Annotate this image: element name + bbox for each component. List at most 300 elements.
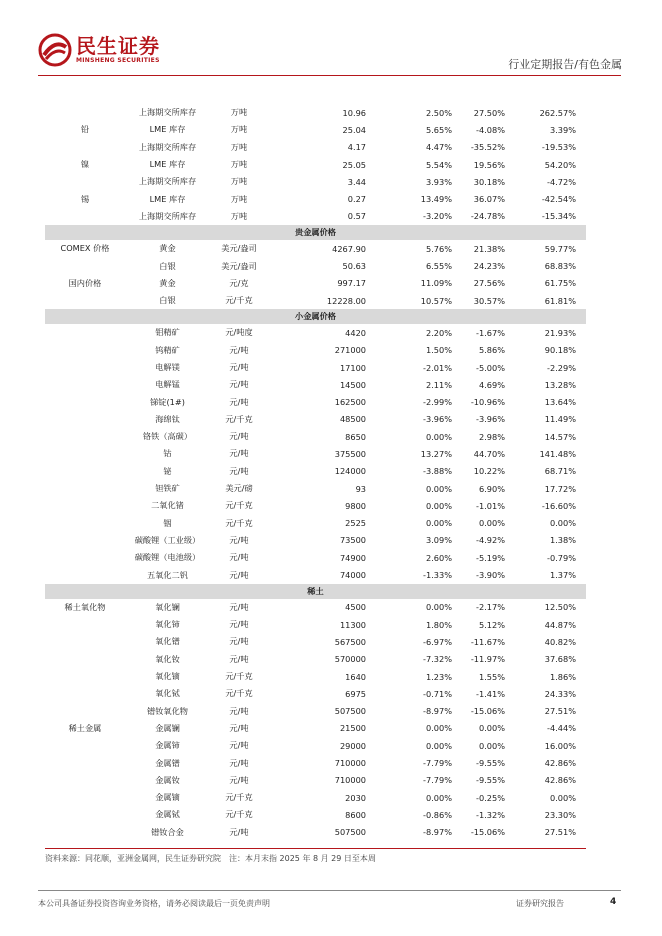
unit-cell: 元/吨 bbox=[229, 344, 249, 355]
yearly-change-cell: 54.20% bbox=[544, 159, 576, 170]
company-logo bbox=[38, 33, 160, 67]
monthly-change-cell: 0.00% bbox=[478, 740, 505, 751]
monthly-change-cell: -1.01% bbox=[476, 500, 505, 511]
yearly-change-cell: 21.93% bbox=[544, 327, 576, 338]
unit-cell: 万吨 bbox=[230, 176, 248, 187]
unit-cell: 元/吨 bbox=[229, 431, 249, 442]
weekly-change-cell: 11.09% bbox=[420, 278, 452, 289]
section-title: 贵金属价格 bbox=[45, 225, 586, 240]
unit-cell: 元/吨 bbox=[229, 826, 249, 837]
monthly-change-cell: -11.97% bbox=[470, 654, 505, 665]
weekly-change-cell: -3.96% bbox=[423, 414, 452, 425]
monthly-change-cell: -1.32% bbox=[476, 809, 505, 820]
logo-name-cn: 民生证券 bbox=[76, 34, 160, 58]
table-row bbox=[45, 685, 586, 702]
category-cell bbox=[45, 754, 125, 771]
weekly-change-cell: 2.20% bbox=[425, 327, 452, 338]
monthly-change-cell: 19.56% bbox=[473, 159, 505, 170]
price-cell: 997.17 bbox=[337, 278, 366, 289]
table-row bbox=[45, 342, 586, 359]
category-cell bbox=[45, 480, 125, 497]
yearly-change-cell: 0.00% bbox=[549, 792, 576, 803]
unit-cell: 万吨 bbox=[230, 107, 248, 118]
footer-label: 证券研究报告 bbox=[516, 899, 564, 908]
price-cell: 0.57 bbox=[347, 211, 366, 222]
yearly-change-cell: 24.33% bbox=[544, 688, 576, 699]
yearly-change-cell: -19.53% bbox=[541, 142, 576, 153]
weekly-change-cell: -8.97% bbox=[423, 706, 452, 717]
weekly-change-cell: 1.80% bbox=[425, 619, 452, 630]
weekly-change-cell: 10.57% bbox=[420, 295, 452, 306]
table-row bbox=[45, 549, 586, 566]
yearly-change-cell: 16.00% bbox=[544, 740, 576, 751]
weekly-change-cell: -7.79% bbox=[423, 775, 452, 786]
yearly-change-cell: 37.68% bbox=[544, 654, 576, 665]
item-cell: 五氧化二钒 bbox=[147, 569, 188, 580]
category-cell bbox=[45, 772, 125, 789]
source-note: 资料来源：同花顺，亚洲金属网，民生证券研究院 注：本月末指 2025 年 8 月 29 日至本周 bbox=[45, 854, 376, 863]
unit-cell: 元/吨 bbox=[229, 465, 249, 476]
item-cell: 金属镧 bbox=[155, 722, 180, 733]
category-cell bbox=[45, 668, 125, 685]
weekly-change-cell: -2.99% bbox=[423, 397, 452, 408]
item-cell: LME 库存 bbox=[149, 193, 186, 204]
unit-cell: 元/吨 bbox=[229, 705, 249, 716]
weekly-change-cell: 0.00% bbox=[425, 431, 452, 442]
weekly-change-cell: -0.71% bbox=[423, 688, 452, 699]
page-number: 4 bbox=[610, 897, 617, 907]
category-cell bbox=[45, 566, 125, 583]
unit-cell: 元/吨 bbox=[229, 636, 249, 647]
monthly-change-cell: 2.98% bbox=[478, 431, 505, 442]
footer-divider bbox=[38, 890, 621, 891]
yearly-change-cell: 1.86% bbox=[549, 671, 576, 682]
category-cell bbox=[45, 463, 125, 480]
price-cell: 17100 bbox=[339, 362, 366, 373]
item-cell: 白银 bbox=[159, 260, 176, 271]
monthly-change-cell: 44.70% bbox=[473, 448, 505, 459]
yearly-change-cell: 12.50% bbox=[544, 602, 576, 613]
item-cell: 氧化铽 bbox=[155, 688, 180, 699]
section-header-row bbox=[45, 309, 586, 324]
table-row bbox=[45, 156, 586, 173]
item-cell: 钴 bbox=[163, 448, 172, 459]
weekly-change-cell: -3.20% bbox=[423, 211, 452, 222]
item-cell: 海绵钛 bbox=[155, 413, 180, 424]
yearly-change-cell: 61.75% bbox=[544, 278, 576, 289]
price-cell: 93 bbox=[355, 483, 366, 494]
price-cell: 12228.00 bbox=[326, 295, 366, 306]
yearly-change-cell: 27.51% bbox=[544, 706, 576, 717]
table-row bbox=[45, 754, 586, 771]
table-row bbox=[45, 463, 586, 480]
item-cell: 上海期交所库存 bbox=[138, 210, 197, 221]
logo-mark-icon bbox=[38, 33, 72, 67]
item-cell: 黄金 bbox=[159, 277, 176, 288]
yearly-change-cell: 17.72% bbox=[544, 483, 576, 494]
yearly-change-cell: 68.71% bbox=[544, 466, 576, 477]
weekly-change-cell: 0.00% bbox=[425, 500, 452, 511]
yearly-change-cell: 14.57% bbox=[544, 431, 576, 442]
section-header-row bbox=[45, 584, 586, 599]
item-cell: 电解锰 bbox=[155, 379, 180, 390]
price-cell: 375500 bbox=[334, 448, 366, 459]
yearly-change-cell: -2.29% bbox=[547, 362, 576, 373]
table-row bbox=[45, 173, 586, 190]
category-cell bbox=[45, 616, 125, 633]
category-cell: 锡 bbox=[80, 193, 90, 204]
unit-cell: 元/吨 bbox=[229, 362, 249, 372]
item-cell: 镨钕合金 bbox=[151, 826, 184, 837]
price-cell: 73500 bbox=[339, 535, 366, 546]
weekly-change-cell: 4.47% bbox=[425, 142, 452, 153]
table-row bbox=[45, 104, 586, 121]
weekly-change-cell: -7.79% bbox=[423, 758, 452, 769]
item-cell: 碳酸锂（电池级） bbox=[134, 552, 201, 563]
weekly-change-cell: -8.97% bbox=[423, 827, 452, 838]
unit-cell: 万吨 bbox=[230, 124, 248, 135]
category-cell bbox=[45, 789, 125, 806]
unit-cell: 元/吨 bbox=[229, 757, 249, 768]
category-cell bbox=[45, 411, 125, 428]
monthly-change-cell: 6.90% bbox=[478, 483, 505, 494]
monthly-change-cell: 27.56% bbox=[473, 278, 505, 289]
category-cell bbox=[45, 104, 125, 121]
table-row bbox=[45, 359, 586, 376]
item-cell: 钨精矿 bbox=[155, 344, 180, 355]
table-row bbox=[45, 616, 586, 633]
yearly-change-cell: 90.18% bbox=[544, 345, 576, 356]
unit-cell: 元/千克 bbox=[225, 500, 253, 511]
table-row bbox=[45, 737, 586, 754]
yearly-change-cell: -0.79% bbox=[547, 552, 576, 563]
yearly-change-cell: -4.72% bbox=[547, 176, 576, 187]
item-cell: 氧化镨 bbox=[155, 636, 180, 647]
monthly-change-cell: -1.41% bbox=[476, 688, 505, 699]
yearly-change-cell: 3.39% bbox=[549, 124, 576, 135]
item-cell: 金属镝 bbox=[155, 792, 180, 803]
unit-cell: 万吨 bbox=[230, 193, 248, 204]
unit-cell: 元/吨 bbox=[229, 552, 249, 563]
price-cell: 570000 bbox=[334, 654, 366, 665]
table-row bbox=[45, 668, 586, 685]
weekly-change-cell: 3.93% bbox=[425, 176, 452, 187]
monthly-change-cell: -4.08% bbox=[476, 124, 505, 135]
price-cell: 4500 bbox=[345, 602, 366, 613]
header-divider bbox=[38, 75, 621, 76]
table-row bbox=[45, 428, 586, 445]
item-cell: 氧化镝 bbox=[155, 671, 180, 682]
weekly-change-cell: 0.00% bbox=[425, 792, 452, 803]
table-row bbox=[45, 806, 586, 823]
price-cell: 124000 bbox=[334, 466, 366, 477]
monthly-change-cell: -9.55% bbox=[476, 758, 505, 769]
section-title: 小金属价格 bbox=[45, 309, 586, 324]
weekly-change-cell: 2.60% bbox=[425, 552, 452, 563]
unit-cell: 元/千克 bbox=[225, 809, 253, 820]
monthly-change-cell: -15.06% bbox=[470, 827, 505, 838]
table-row bbox=[45, 139, 586, 156]
item-cell: 上海期交所库存 bbox=[138, 176, 197, 187]
weekly-change-cell: 5.76% bbox=[425, 243, 452, 254]
weekly-change-cell: 3.09% bbox=[425, 535, 452, 546]
category-cell: COMEX 价格 bbox=[60, 243, 110, 254]
yearly-change-cell: 23.30% bbox=[544, 809, 576, 820]
unit-cell: 元/吨 bbox=[229, 740, 249, 751]
table-row bbox=[45, 480, 586, 497]
category-cell bbox=[45, 703, 125, 720]
item-cell: 二氧化锗 bbox=[151, 500, 184, 511]
category-cell: 镍 bbox=[80, 159, 90, 170]
table-row bbox=[45, 772, 586, 789]
unit-cell: 元/吨 bbox=[229, 653, 249, 664]
monthly-change-cell: -3.90% bbox=[476, 570, 505, 581]
weekly-change-cell: 6.55% bbox=[425, 261, 452, 272]
price-cell: 0.27 bbox=[347, 194, 366, 205]
table-body bbox=[45, 104, 586, 841]
price-cell: 29000 bbox=[339, 740, 366, 751]
monthly-change-cell: -35.52% bbox=[470, 142, 505, 153]
table-row bbox=[45, 292, 586, 309]
monthly-change-cell: -10.96% bbox=[470, 397, 505, 408]
item-cell: 氧化镧 bbox=[155, 601, 180, 612]
monthly-change-cell: -2.17% bbox=[476, 602, 505, 613]
monthly-change-cell: 30.18% bbox=[473, 176, 505, 187]
weekly-change-cell: 0.00% bbox=[425, 740, 452, 751]
category-cell bbox=[45, 376, 125, 393]
weekly-change-cell: -3.88% bbox=[423, 466, 452, 477]
monthly-change-cell: -4.92% bbox=[476, 535, 505, 546]
item-cell: 金属铽 bbox=[155, 809, 180, 820]
price-cell: 162500 bbox=[334, 397, 366, 408]
monthly-change-cell: -3.96% bbox=[476, 414, 505, 425]
table-row bbox=[45, 566, 586, 583]
price-cell: 50.63 bbox=[342, 261, 366, 272]
table-row bbox=[45, 411, 586, 428]
category-cell bbox=[45, 497, 125, 514]
unit-cell: 元/吨 bbox=[229, 722, 249, 733]
unit-cell: 美元/盎司 bbox=[221, 243, 257, 254]
category-cell bbox=[45, 445, 125, 462]
price-cell: 74000 bbox=[339, 570, 366, 581]
price-cell: 710000 bbox=[334, 775, 366, 786]
price-cell: 6975 bbox=[345, 688, 366, 699]
price-cell: 14500 bbox=[339, 379, 366, 390]
weekly-change-cell: -2.01% bbox=[423, 362, 452, 373]
commodity-price-table bbox=[45, 104, 586, 841]
category-cell bbox=[45, 324, 125, 341]
monthly-change-cell: -24.78% bbox=[470, 211, 505, 222]
monthly-change-cell: -5.19% bbox=[476, 552, 505, 563]
yearly-change-cell: -4.44% bbox=[547, 723, 576, 734]
price-cell: 2030 bbox=[345, 792, 366, 803]
yearly-change-cell: -16.60% bbox=[541, 500, 576, 511]
yearly-change-cell: 0.00% bbox=[549, 518, 576, 529]
monthly-change-cell: 27.50% bbox=[473, 107, 505, 118]
unit-cell: 元/千克 bbox=[225, 413, 253, 424]
table-row bbox=[45, 532, 586, 549]
weekly-change-cell: -1.33% bbox=[423, 570, 452, 581]
category-cell bbox=[45, 208, 125, 225]
category-cell bbox=[45, 393, 125, 410]
unit-cell: 元/千克 bbox=[225, 517, 253, 528]
monthly-change-cell: 0.00% bbox=[478, 518, 505, 529]
monthly-change-cell: 5.86% bbox=[478, 345, 505, 356]
weekly-change-cell: 13.49% bbox=[420, 194, 452, 205]
table-row bbox=[45, 257, 586, 274]
table-row bbox=[45, 393, 586, 410]
table-row bbox=[45, 208, 586, 225]
page-header bbox=[0, 0, 662, 80]
section-title: 稀土 bbox=[45, 584, 586, 599]
unit-cell: 元/吨 bbox=[229, 448, 249, 459]
table-row bbox=[45, 275, 586, 292]
monthly-change-cell: 4.69% bbox=[478, 379, 505, 390]
unit-cell: 元/千克 bbox=[225, 671, 253, 682]
table-row bbox=[45, 445, 586, 462]
category-cell bbox=[45, 257, 125, 274]
table-row bbox=[45, 515, 586, 532]
monthly-change-cell: 1.55% bbox=[478, 671, 505, 682]
monthly-change-cell: 10.22% bbox=[473, 466, 505, 477]
report-type-label: 行业定期报告/有色金属 bbox=[508, 58, 622, 71]
weekly-change-cell: 0.00% bbox=[425, 518, 452, 529]
yearly-change-cell: 1.37% bbox=[549, 570, 576, 581]
category-cell bbox=[45, 824, 125, 841]
item-cell: 电解镁 bbox=[155, 362, 180, 372]
price-cell: 271000 bbox=[334, 345, 366, 356]
weekly-change-cell: 1.50% bbox=[425, 345, 452, 356]
price-cell: 710000 bbox=[334, 758, 366, 769]
weekly-change-cell: 13.27% bbox=[420, 448, 452, 459]
weekly-change-cell: 2.11% bbox=[425, 379, 452, 390]
table-row bbox=[45, 190, 586, 207]
price-cell: 9800 bbox=[345, 500, 366, 511]
section-header-row bbox=[45, 225, 586, 240]
yearly-change-cell: 13.28% bbox=[544, 379, 576, 390]
unit-cell: 万吨 bbox=[230, 210, 248, 221]
unit-cell: 元/千克 bbox=[225, 295, 253, 306]
item-cell: 铋 bbox=[163, 465, 172, 476]
item-cell: 上海期交所库存 bbox=[138, 141, 197, 152]
weekly-change-cell: 1.23% bbox=[425, 671, 452, 682]
price-cell: 8650 bbox=[345, 431, 366, 442]
weekly-change-cell: 5.54% bbox=[425, 159, 452, 170]
unit-cell: 元/吨 bbox=[229, 379, 249, 390]
table-row bbox=[45, 703, 586, 720]
unit-cell: 美元/盎司 bbox=[221, 260, 257, 271]
item-cell: 金属铈 bbox=[155, 740, 180, 751]
weekly-change-cell: -6.97% bbox=[423, 636, 452, 647]
price-cell: 10.96 bbox=[342, 107, 366, 118]
monthly-change-cell: 0.00% bbox=[478, 723, 505, 734]
yearly-change-cell: 1.38% bbox=[549, 535, 576, 546]
yearly-change-cell: 44.87% bbox=[544, 619, 576, 630]
monthly-change-cell: 21.38% bbox=[473, 243, 505, 254]
unit-cell: 元/吨 bbox=[229, 619, 249, 630]
yearly-change-cell: 40.82% bbox=[544, 636, 576, 647]
category-cell: 国内价格 bbox=[68, 277, 102, 288]
weekly-change-cell: 0.00% bbox=[425, 483, 452, 494]
item-cell: 镨钕氧化物 bbox=[147, 705, 188, 716]
category-cell bbox=[45, 342, 125, 359]
footer-disclaimer: 本公司具备证券投资咨询业务资格，请务必阅读最后一页免责声明 bbox=[38, 899, 270, 908]
monthly-change-cell: 30.57% bbox=[473, 295, 505, 306]
monthly-change-cell: -5.00% bbox=[476, 362, 505, 373]
item-cell: 金属钕 bbox=[155, 774, 180, 785]
unit-cell: 元/吨度 bbox=[225, 327, 253, 338]
logo-name-en: MINSHENG SECURITIES bbox=[76, 57, 160, 64]
price-cell: 8600 bbox=[345, 809, 366, 820]
monthly-change-cell: 5.12% bbox=[478, 619, 505, 630]
table-row bbox=[45, 789, 586, 806]
item-cell: 白银 bbox=[159, 295, 176, 306]
unit-cell: 元/千克 bbox=[225, 688, 253, 699]
price-cell: 507500 bbox=[334, 706, 366, 717]
unit-cell: 元/千克 bbox=[225, 792, 253, 803]
price-cell: 25.05 bbox=[342, 159, 366, 170]
item-cell: 铬铁（高碳） bbox=[142, 431, 193, 442]
table-row bbox=[45, 497, 586, 514]
unit-cell: 元/吨 bbox=[229, 396, 249, 407]
category-cell: 铅 bbox=[80, 124, 90, 135]
yearly-change-cell: 141.48% bbox=[539, 448, 576, 459]
yearly-change-cell: 27.51% bbox=[544, 827, 576, 838]
category-cell bbox=[45, 806, 125, 823]
unit-cell: 元/吨 bbox=[229, 601, 249, 612]
item-cell: 钽铁矿 bbox=[155, 483, 180, 494]
item-cell: 铟 bbox=[163, 517, 172, 528]
price-cell: 74900 bbox=[339, 552, 366, 563]
category-cell bbox=[45, 532, 125, 549]
category-cell bbox=[45, 173, 125, 190]
price-cell: 25.04 bbox=[342, 124, 366, 135]
price-cell: 21500 bbox=[339, 723, 366, 734]
item-cell: 金属镨 bbox=[155, 757, 180, 768]
price-cell: 507500 bbox=[334, 827, 366, 838]
item-cell: 钼精矿 bbox=[155, 327, 180, 338]
unit-cell: 元/吨 bbox=[229, 534, 249, 545]
yearly-change-cell: -15.34% bbox=[541, 211, 576, 222]
unit-cell: 万吨 bbox=[230, 159, 248, 170]
yearly-change-cell: 262.57% bbox=[539, 107, 576, 118]
unit-cell: 万吨 bbox=[230, 141, 248, 152]
category-cell bbox=[45, 737, 125, 754]
unit-cell: 元/吨 bbox=[229, 569, 249, 580]
weekly-change-cell: -7.32% bbox=[423, 654, 452, 665]
category-cell bbox=[45, 515, 125, 532]
category-cell bbox=[45, 685, 125, 702]
yearly-change-cell: 13.64% bbox=[544, 397, 576, 408]
monthly-change-cell: -11.67% bbox=[470, 636, 505, 647]
item-cell: 氧化铈 bbox=[155, 619, 180, 630]
category-cell bbox=[45, 428, 125, 445]
table-row bbox=[45, 720, 586, 737]
weekly-change-cell: -0.86% bbox=[423, 809, 452, 820]
category-cell bbox=[45, 292, 125, 309]
weekly-change-cell: 2.50% bbox=[425, 107, 452, 118]
table-bottom-rule bbox=[45, 848, 586, 849]
monthly-change-cell: -15.06% bbox=[470, 706, 505, 717]
weekly-change-cell: 5.65% bbox=[425, 124, 452, 135]
yearly-change-cell: 42.86% bbox=[544, 775, 576, 786]
table-row bbox=[45, 240, 586, 257]
weekly-change-cell: 0.00% bbox=[425, 723, 452, 734]
table-row bbox=[45, 376, 586, 393]
item-cell: 氧化钕 bbox=[155, 653, 180, 664]
category-cell bbox=[45, 549, 125, 566]
price-cell: 4420 bbox=[345, 327, 366, 338]
